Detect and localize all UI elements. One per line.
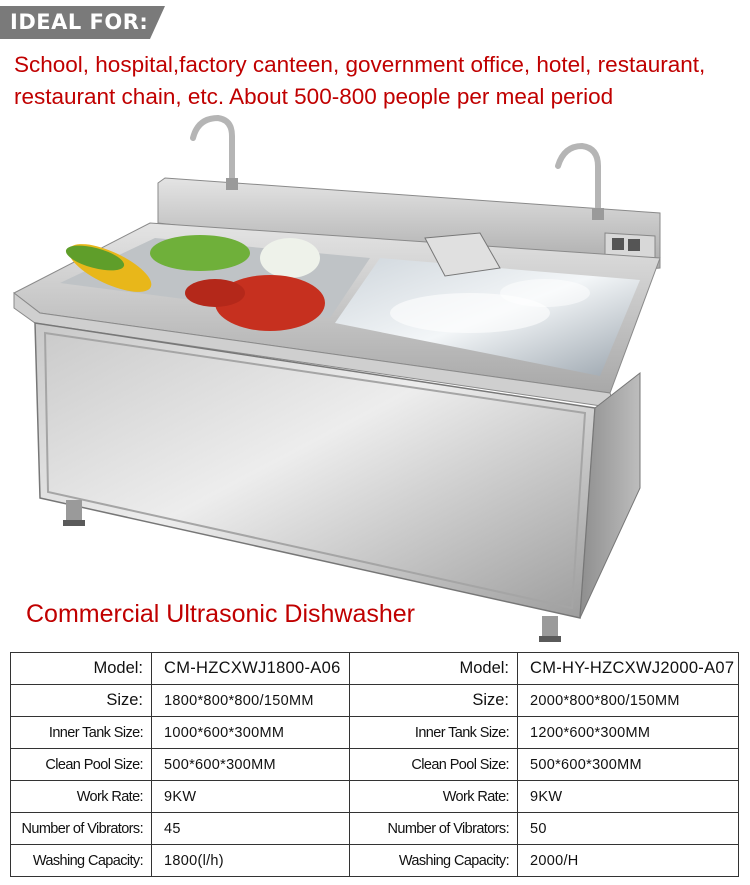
ideal-for-line-1: School, hospital,factory canteen, government office, hotel, restaurant, xyxy=(14,52,706,77)
spec-row-model xyxy=(11,653,739,685)
spec-value: 9KW xyxy=(518,781,739,813)
spec-value: 9KW xyxy=(152,781,350,813)
spec-label: Model: xyxy=(11,653,152,685)
spec-value: 45 xyxy=(152,813,350,845)
spec-row-vibrators xyxy=(11,813,739,845)
spec-label: Washing Capacity: xyxy=(350,845,518,877)
spec-value: 2000/H xyxy=(518,845,739,877)
spec-label: Washing Capacity: xyxy=(11,845,152,877)
spec-row-size xyxy=(11,685,739,717)
spec-label: Work Rate: xyxy=(11,781,152,813)
spec-value: 500*600*300MM xyxy=(152,749,350,781)
spec-label: Size: xyxy=(350,685,518,717)
spec-label: Number of Vibrators: xyxy=(11,813,152,845)
spec-label: Work Rate: xyxy=(350,781,518,813)
spec-value: 1800(l/h) xyxy=(152,845,350,877)
spec-row-inner-tank xyxy=(11,717,739,749)
product-title: Commercial Ultrasonic Dishwasher xyxy=(26,600,415,628)
spec-label: Number of Vibrators: xyxy=(350,813,518,845)
ideal-for-banner xyxy=(0,6,165,39)
ideal-for-line-2: restaurant chain, etc. About 500-800 people per meal period xyxy=(14,84,614,109)
spec-label: Inner Tank Size: xyxy=(350,717,518,749)
spec-value: 2000*800*800/150MM xyxy=(518,685,739,717)
spec-value: 1800*800*800/150MM xyxy=(152,685,350,717)
spec-row-capacity xyxy=(11,845,739,877)
spec-label: Clean Pool Size: xyxy=(350,749,518,781)
banner-label: IDEAL FOR: xyxy=(10,10,149,34)
spec-table xyxy=(10,652,739,877)
dishwasher-image xyxy=(0,108,750,648)
spec-value: CM-HY-HZCXWJ2000-A07 xyxy=(518,653,739,685)
spec-row-clean-pool xyxy=(11,749,739,781)
spec-value: 1200*600*300MM xyxy=(518,717,739,749)
spec-value: 50 xyxy=(518,813,739,845)
spec-value: 1000*600*300MM xyxy=(152,717,350,749)
spec-label: Clean Pool Size: xyxy=(11,749,152,781)
spec-row-work-rate xyxy=(11,781,739,813)
spec-value: CM-HZCXWJ1800-A06 xyxy=(152,653,350,685)
spec-label: Inner Tank Size: xyxy=(11,717,152,749)
spec-label: Size: xyxy=(11,685,152,717)
spec-label: Model: xyxy=(350,653,518,685)
spec-value: 500*600*300MM xyxy=(518,749,739,781)
